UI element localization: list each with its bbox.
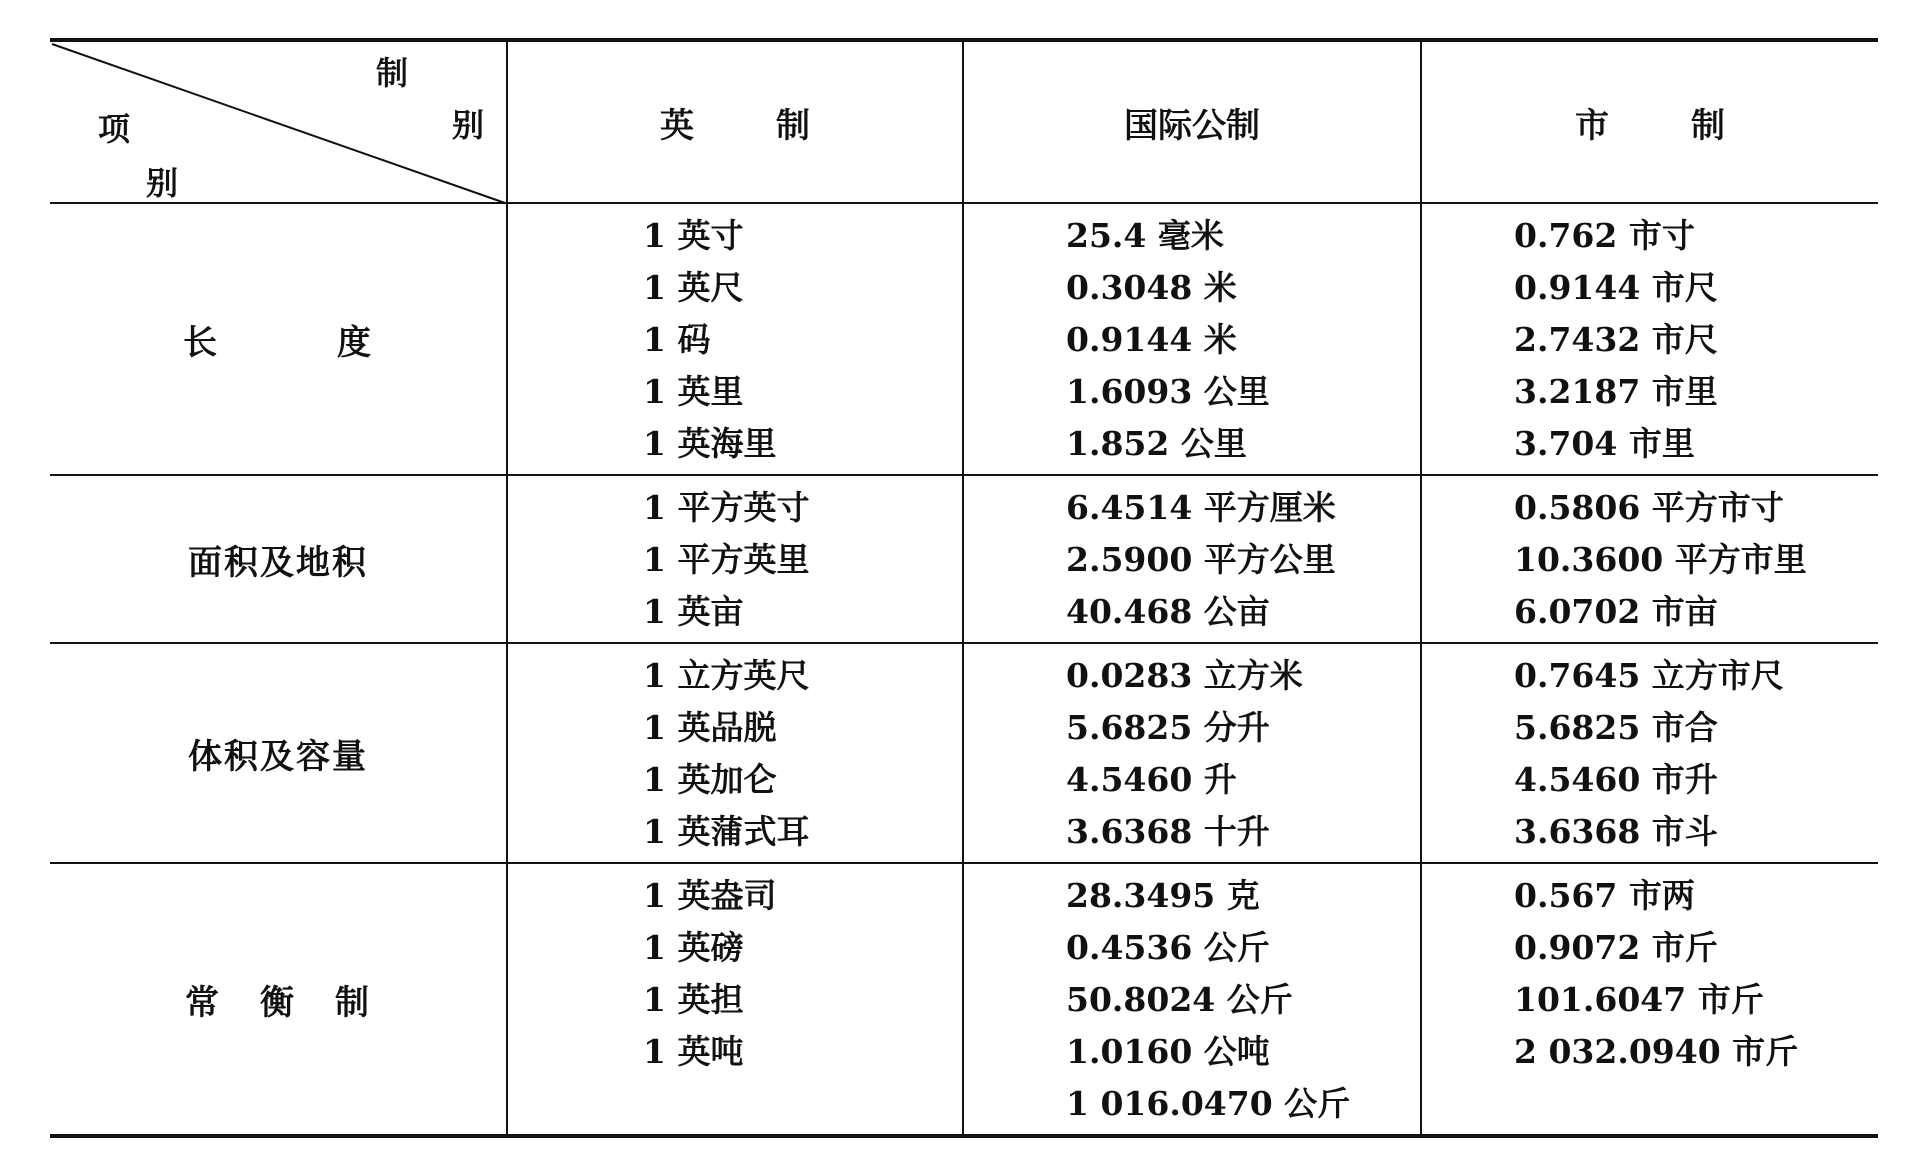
imperial-cell	[507, 643, 963, 863]
list-item: 1 英亩	[643, 592, 744, 631]
table-row	[50, 475, 1878, 643]
category-label: 面积及地积	[188, 542, 368, 583]
shi-cell	[1421, 203, 1878, 475]
header-international	[963, 40, 1421, 203]
list-item: 6.0702 市亩	[1514, 592, 1718, 631]
list-item: 5.6825 分升	[1066, 708, 1270, 747]
list-item: 1 英寸	[643, 216, 744, 255]
international-cell	[963, 475, 1421, 643]
shi-cell	[1421, 863, 1878, 1136]
international-cell	[963, 203, 1421, 475]
category-cell	[50, 203, 507, 475]
corner-label-top: 制	[375, 54, 408, 92]
list-item: 1 英吨	[643, 1032, 744, 1071]
category-label: 体积及容量	[188, 736, 368, 777]
corner-label-right: 别	[451, 106, 484, 144]
list-item: 5.6825 市合	[1514, 708, 1718, 747]
international-cell	[963, 863, 1421, 1136]
list-item: 1 码	[643, 320, 711, 359]
list-item: 1 英加仑	[643, 760, 777, 799]
list-item: 2.5900 平方公里	[1066, 540, 1336, 579]
list-item: 28.3495 克	[1066, 876, 1260, 915]
imperial-cell	[507, 203, 963, 475]
list-item: 6.4514 平方厘米	[1066, 488, 1336, 527]
list-item: 1 英蒲式耳	[643, 812, 810, 851]
header-shi-label: 市 制	[1575, 105, 1725, 146]
list-item: 1 英磅	[643, 928, 744, 967]
category-cell	[50, 643, 507, 863]
table-row	[50, 643, 1878, 863]
header-row	[50, 40, 1878, 203]
list-item: 50.8024 公斤	[1066, 980, 1293, 1019]
list-item: 0.3048 米	[1066, 268, 1237, 307]
list-item: 1 平方英里	[643, 540, 810, 579]
shi-cell	[1421, 643, 1878, 863]
corner-label-mid: 项	[98, 110, 131, 148]
list-item: 3.2187 市里	[1514, 372, 1718, 411]
list-item: 4.5460 市升	[1514, 760, 1718, 799]
list-item: 1 英海里	[643, 424, 777, 463]
list-item: 0.762 市寸	[1514, 216, 1695, 255]
list-item: 3.6368 市斗	[1514, 812, 1718, 851]
list-item: 2.7432 市尺	[1514, 320, 1718, 359]
header-imperial-label: 英 制	[660, 105, 810, 146]
table-row	[50, 863, 1878, 1136]
list-item: 1.0160 公吨	[1066, 1032, 1270, 1071]
category-cell	[50, 475, 507, 643]
header-shi	[1421, 40, 1878, 203]
category-cell	[50, 863, 507, 1136]
imperial-cell	[507, 863, 963, 1136]
category-label: 常衡制	[185, 982, 371, 1023]
list-item: 1 平方英寸	[643, 488, 810, 527]
list-item: 1 英盎司	[643, 876, 777, 915]
list-item: 0.4536 公斤	[1066, 928, 1270, 967]
shi-cell	[1421, 475, 1878, 643]
list-item: 3.704 市里	[1514, 424, 1695, 463]
list-item: 0.0283 立方米	[1066, 656, 1303, 695]
list-item: 10.3600 平方市里	[1514, 540, 1807, 579]
page-title-area	[0, 0, 1927, 38]
list-item: 0.7645 立方市尺	[1514, 656, 1784, 695]
header-international-label: 国际公制	[1124, 105, 1260, 146]
list-item: 0.9144 米	[1066, 320, 1237, 359]
corner-label-bottom: 别	[146, 164, 179, 202]
list-item: 1 英担	[643, 980, 744, 1019]
list-item: 3.6368 十升	[1066, 812, 1270, 851]
list-item: 1 英品脱	[643, 708, 777, 747]
table-row	[50, 203, 1878, 475]
list-item: 0.567 市两	[1514, 876, 1695, 915]
list-item: 40.468 公亩	[1066, 592, 1270, 631]
list-item: 101.6047 市斤	[1514, 980, 1764, 1019]
list-item: 1.6093 公里	[1066, 372, 1270, 411]
imperial-cell	[507, 475, 963, 643]
list-item: 0.5806 平方市寸	[1514, 488, 1784, 527]
corner-header-cell	[50, 40, 507, 203]
list-item: 1 016.0470 公斤	[1066, 1084, 1351, 1123]
list-item: 1 英尺	[643, 268, 744, 307]
list-item: 1 立方英尺	[643, 656, 810, 695]
list-item: 0.9144 市尺	[1514, 268, 1718, 307]
list-item: 4.5460 升	[1066, 760, 1237, 799]
list-item: 0.9072 市斤	[1514, 928, 1718, 967]
header-imperial	[507, 40, 963, 203]
list-item: 2 032.0940 市斤	[1514, 1032, 1799, 1071]
category-label: 长 度	[183, 322, 373, 363]
international-cell	[963, 643, 1421, 863]
unit-conversion-table	[50, 38, 1878, 1138]
list-item: 1.852 公里	[1066, 424, 1247, 463]
list-item: 1 英里	[643, 372, 744, 411]
list-item: 25.4 毫米	[1066, 216, 1224, 255]
